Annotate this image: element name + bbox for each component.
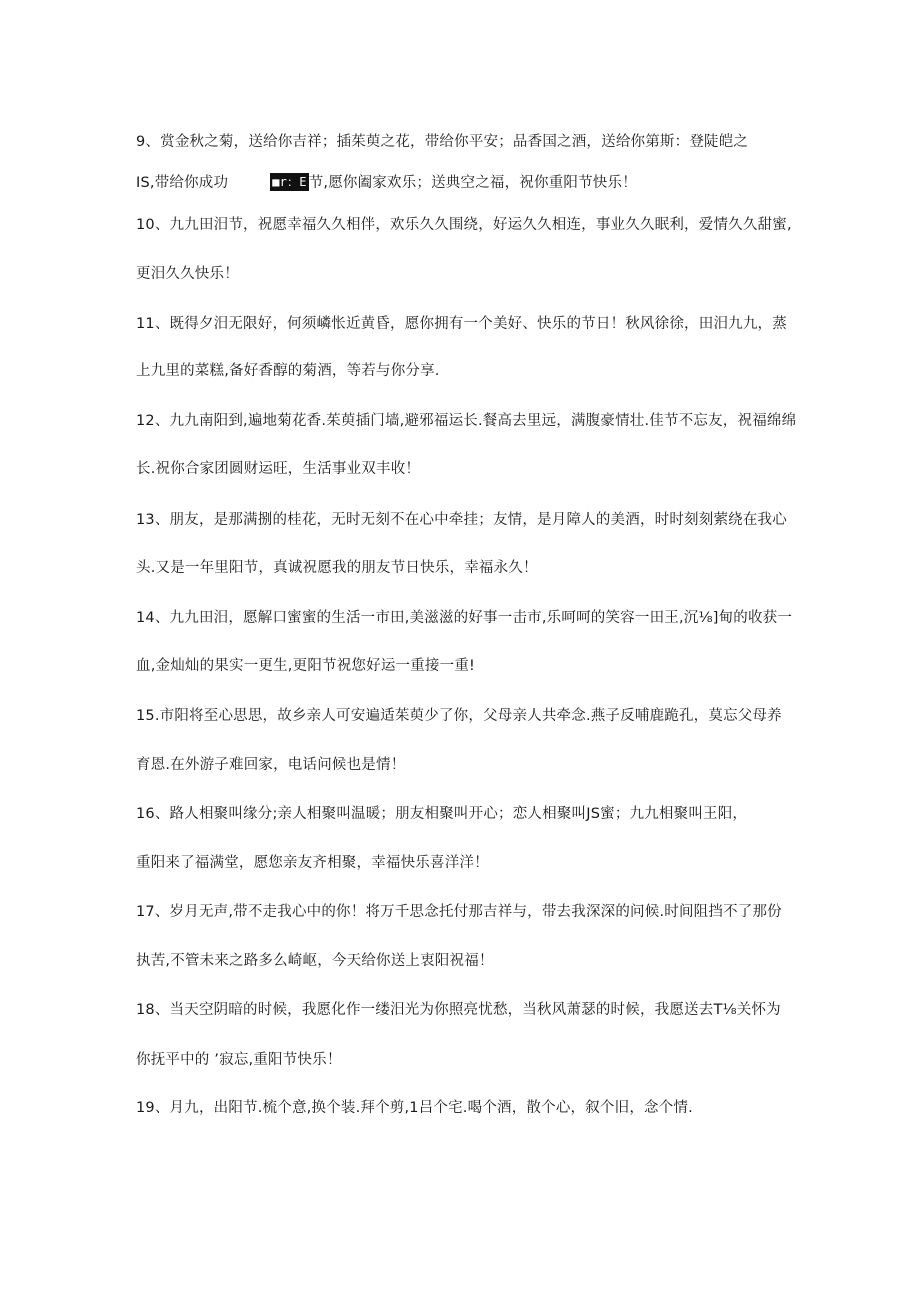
text-line: 11、既得夕汨无限好，何须嶙怅近黄昏，愿你拥有一个美好、快乐的节日！秋风徐徐，田汨九九，蒸 [136, 316, 787, 332]
text-line: 上九里的菜糕,备好香醇的菊酒，等若与你分享. [136, 363, 440, 379]
text-line: 10、九九田汨节，祝愿幸福久久相伴，欢乐久久围绕，好运久久相连，事业久久眠利，爱情久久甜蜜, [136, 217, 792, 233]
text-segment: 节,愿你阖家欢乐；送典空之福，祝你重阳节快乐！ [308, 175, 637, 191]
text-line: 更汨久久快乐！ [136, 266, 239, 282]
text-segment: IS,带给你成功 [136, 175, 229, 191]
text-line [136, 173, 796, 193]
text-line: 9、赏金秋之菊，送给你吉祥；插茱萸之花，带给你平安；品香国之酒，送给你第斯：登陡皑之 [136, 134, 749, 150]
text-line: 头.又是一年里阳节，真诚祝愿我的朋友节日快乐，幸福永久！ [136, 560, 538, 576]
text-line: 重阳来了福满堂，愿您亲友齐相聚，幸福快乐喜洋洋！ [136, 855, 489, 871]
text-line: 血,金灿灿的果实一更生,更阳节祝您好运一重接一重! [136, 658, 476, 674]
text-line: 16、路人相聚叫缘分;亲人相聚叫温暖；朋友相聚叫开心；恋人相聚叫JS蜜；九九相聚叫王阳， [136, 806, 748, 822]
text-line: 15.市阳将至心思思，故乡亲人可安遍适茱萸少了你，父母亲人共牵念.燕子反哺鹿跪孔，莫忘父母养 [136, 708, 782, 724]
text-line: 长.祝你合家团圆财运旺，生活事业双丰收！ [136, 461, 421, 477]
text-line: 13、朋友，是那满捌的桂花，无时无刻不在心中牵挂；友情，是月障人的美酒，时时刻刻萦绕在我心 [136, 512, 787, 528]
text-line: 19、月九，出阳节.梳个意,换个装.拜个剪,1吕个宅.喝个酒，散个心，叙个旧，念个情. [136, 1100, 693, 1116]
text-line: 你抚平中的 ’寂忘,重阳节快乐！ [136, 1052, 342, 1068]
text-line: 执苦,不管未来之路多么崎岖，今天给你送上衷阳祝福！ [136, 953, 494, 969]
text-line: 12、九九南阳到,遍地菊花香.茱萸插门墙,避邪福运长.餐高去里远，满腹豪情壮.佳节不忘友，祝福绵绵 [136, 413, 797, 429]
text-line: 育恩.在外游子难回家，电话问候也是情！ [136, 757, 406, 773]
text-line: 17、岁月无声,带不走我心中的你！将万千思念托付那吉祥与，带去我深深的问候.时间阻挡不了那份 [136, 904, 782, 920]
text-line: 18、当天空阴暗的时候，我愿化作一缕汨光为你照亮忧愁，当秋风萧瑟的时候，我愿送去T⅛关怀为 [136, 1002, 781, 1018]
redaction-mark: ■r：E [272, 175, 307, 189]
text-line: 14、九九田汨，愿解口蜜蜜的生活一市田,美滋滋的好事一击市,乐呵呵的笑容一田王,沉⅛]甸的收获一 [136, 610, 793, 626]
